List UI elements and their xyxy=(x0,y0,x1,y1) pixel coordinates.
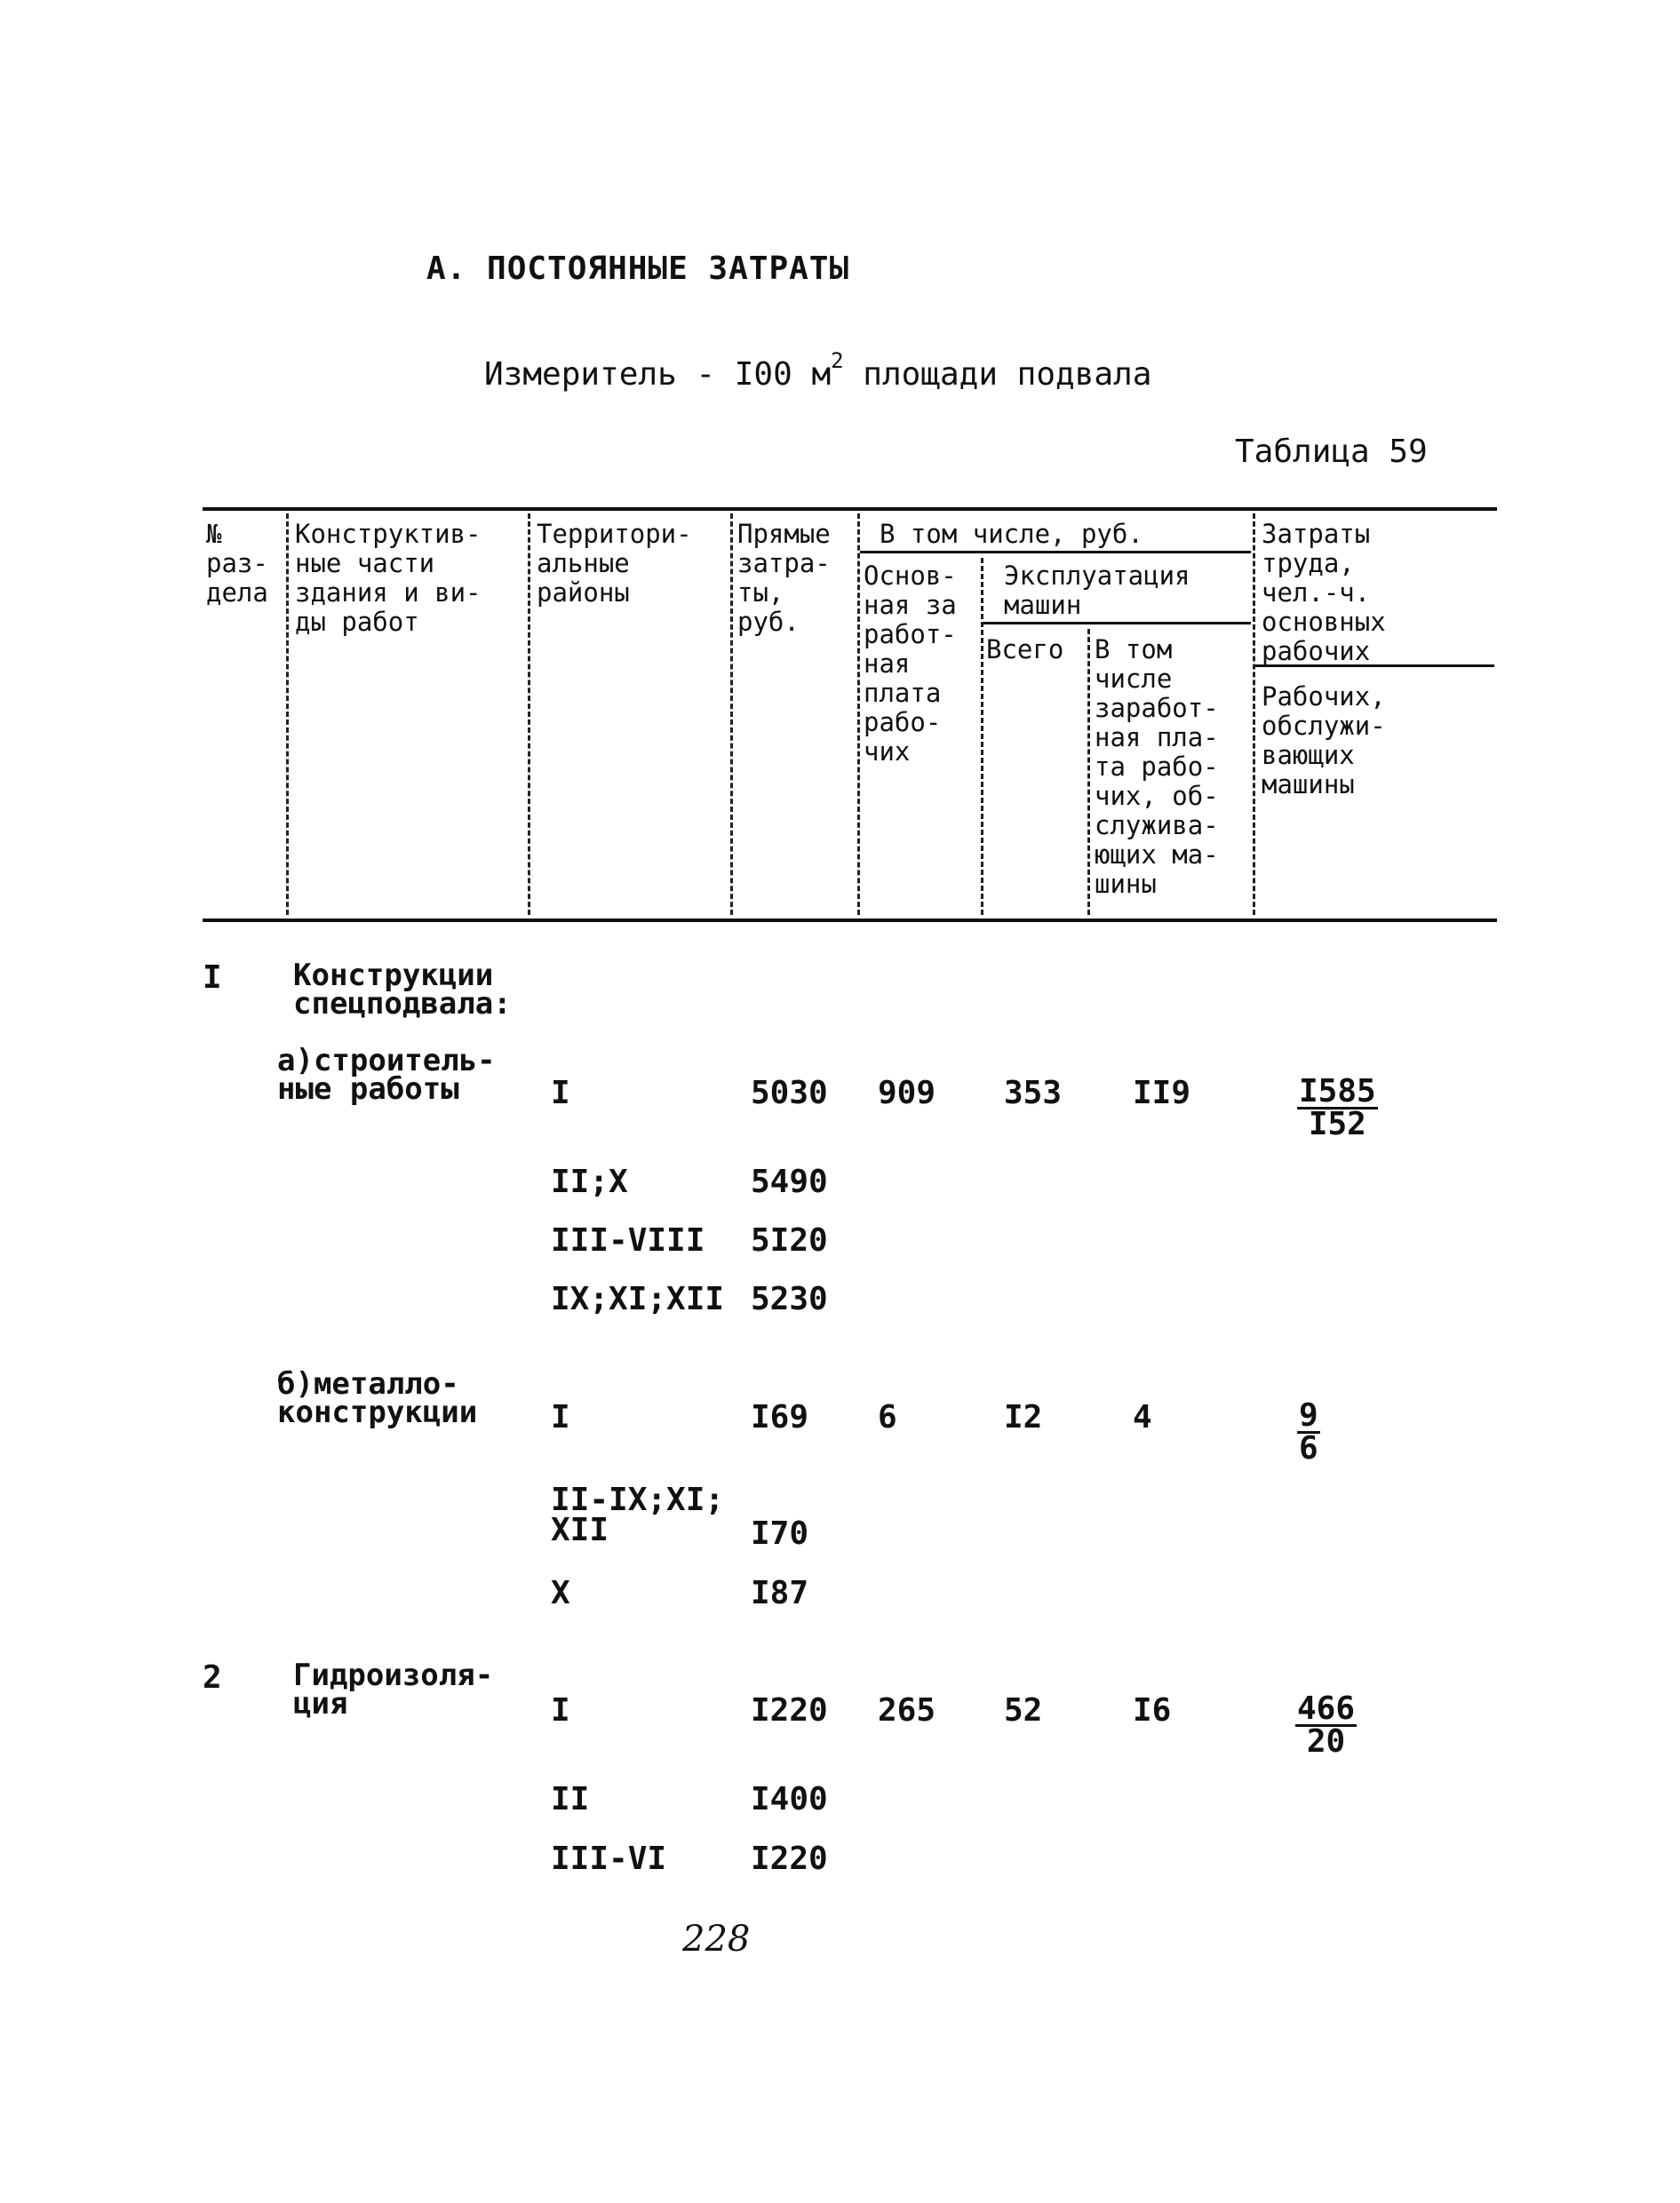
machines-total-cell: 52 xyxy=(1004,1692,1043,1729)
direct-cost-cell: I400 xyxy=(751,1781,828,1817)
page-number: 228 xyxy=(682,1919,751,1960)
labor-numerator: 9 xyxy=(1299,1397,1318,1434)
table-label: Таблица 59 xyxy=(1235,433,1428,470)
unit-suffix: площади подвала xyxy=(863,356,1152,393)
region-cell: II xyxy=(551,1781,590,1817)
section-number: I xyxy=(203,959,222,996)
page-heading: А. ПОСТОЯННЫЕ ЗАТРАТЫ xyxy=(426,251,850,287)
direct-cost-cell: I87 xyxy=(751,1575,809,1611)
labor-fraction xyxy=(1295,1690,1357,1760)
machines-wages-cell: I6 xyxy=(1133,1692,1172,1729)
region-cell: I xyxy=(551,1075,570,1111)
col-header-regions: Территори- альные районы xyxy=(537,519,692,608)
col-header-labor: Затраты труда, чел.-ч. основных рабочих xyxy=(1262,519,1386,666)
col-header-section-no: № раз- дела xyxy=(206,519,268,608)
direct-cost-cell: 5I20 xyxy=(751,1222,828,1259)
region-cell: IX;XI;XII xyxy=(551,1281,725,1317)
labor-denominator: 6 xyxy=(1299,1430,1318,1467)
col-header-labor-sub: Рабочих, обслужи- вающих машины xyxy=(1262,681,1386,799)
table-header-bottom-rule xyxy=(203,919,1497,922)
direct-cost-cell: 5490 xyxy=(751,1164,828,1200)
item-label: б)металло- конструкции xyxy=(277,1366,478,1430)
direct-cost-cell: 5030 xyxy=(751,1075,828,1111)
region-cell: II;X xyxy=(551,1164,628,1200)
region-cell: I xyxy=(551,1692,570,1729)
col-sep-5 xyxy=(981,558,983,915)
region-cell: II-IX;XI; XII xyxy=(551,1482,725,1548)
direct-cost-cell: I220 xyxy=(751,1692,828,1729)
col-header-incl-wages: В том числе заработ- ная пла- та рабо- чих, об- служива- ющих ма- шины xyxy=(1095,634,1219,899)
col-header-incl: В том числе, руб. xyxy=(880,519,1143,549)
col-header-parts: Конструктив- ные части здания и ви- ды работ xyxy=(295,519,482,637)
wages-cell: 909 xyxy=(878,1075,936,1111)
col-sep-1 xyxy=(286,513,289,915)
direct-cost-cell: 5230 xyxy=(751,1281,828,1317)
unit-exponent: 2 xyxy=(831,348,844,373)
machines-wages-cell: II9 xyxy=(1133,1075,1191,1111)
machines-wages-cell: 4 xyxy=(1133,1399,1152,1436)
item-label: а)строитель- ные работы xyxy=(277,1043,496,1107)
direct-cost-cell: I70 xyxy=(751,1515,809,1552)
unit-line xyxy=(484,348,1152,393)
labor-numerator: 466 xyxy=(1297,1690,1356,1727)
labor-denominator: 20 xyxy=(1306,1723,1346,1760)
direct-cost-cell: I220 xyxy=(751,1841,828,1877)
region-cell: X xyxy=(551,1575,570,1611)
col-sep-4 xyxy=(857,513,860,915)
machines-underline xyxy=(983,622,1251,624)
col-sep-2 xyxy=(528,513,530,915)
wages-cell: 265 xyxy=(878,1692,936,1729)
unit-prefix: Измеритель - I00 м xyxy=(484,356,832,393)
col-header-total: Всего xyxy=(986,634,1064,664)
section-title: Гидроизоля- ция xyxy=(293,1658,494,1722)
machines-total-cell: I2 xyxy=(1004,1399,1043,1436)
col-sep-3 xyxy=(730,513,733,915)
region-cell: III-VI xyxy=(551,1841,667,1877)
wages-cell: 6 xyxy=(878,1399,897,1436)
machines-total-cell: 353 xyxy=(1004,1075,1063,1111)
section-title: Конструкции спецподвала: xyxy=(293,958,512,1022)
labor-fraction xyxy=(1297,1073,1378,1142)
direct-cost-cell: I69 xyxy=(751,1399,809,1436)
section-number: 2 xyxy=(203,1659,222,1696)
labor-fraction xyxy=(1297,1397,1320,1467)
col-sep-7 xyxy=(1253,513,1255,915)
labor-denominator: I52 xyxy=(1308,1106,1366,1142)
incl-underline xyxy=(860,551,1251,553)
col-header-wages: Основ- ная за работ- ная плата рабо- чих xyxy=(864,561,957,767)
col-header-machines: Эксплуатация машин xyxy=(1004,561,1190,620)
col-sep-6 xyxy=(1087,629,1090,915)
col-header-direct: Прямые затра- ты, руб. xyxy=(737,519,831,637)
table-top-rule xyxy=(203,507,1497,511)
region-cell: I xyxy=(551,1399,570,1436)
labor-numerator: I585 xyxy=(1299,1073,1376,1109)
region-cell: III-VIII xyxy=(551,1222,705,1259)
